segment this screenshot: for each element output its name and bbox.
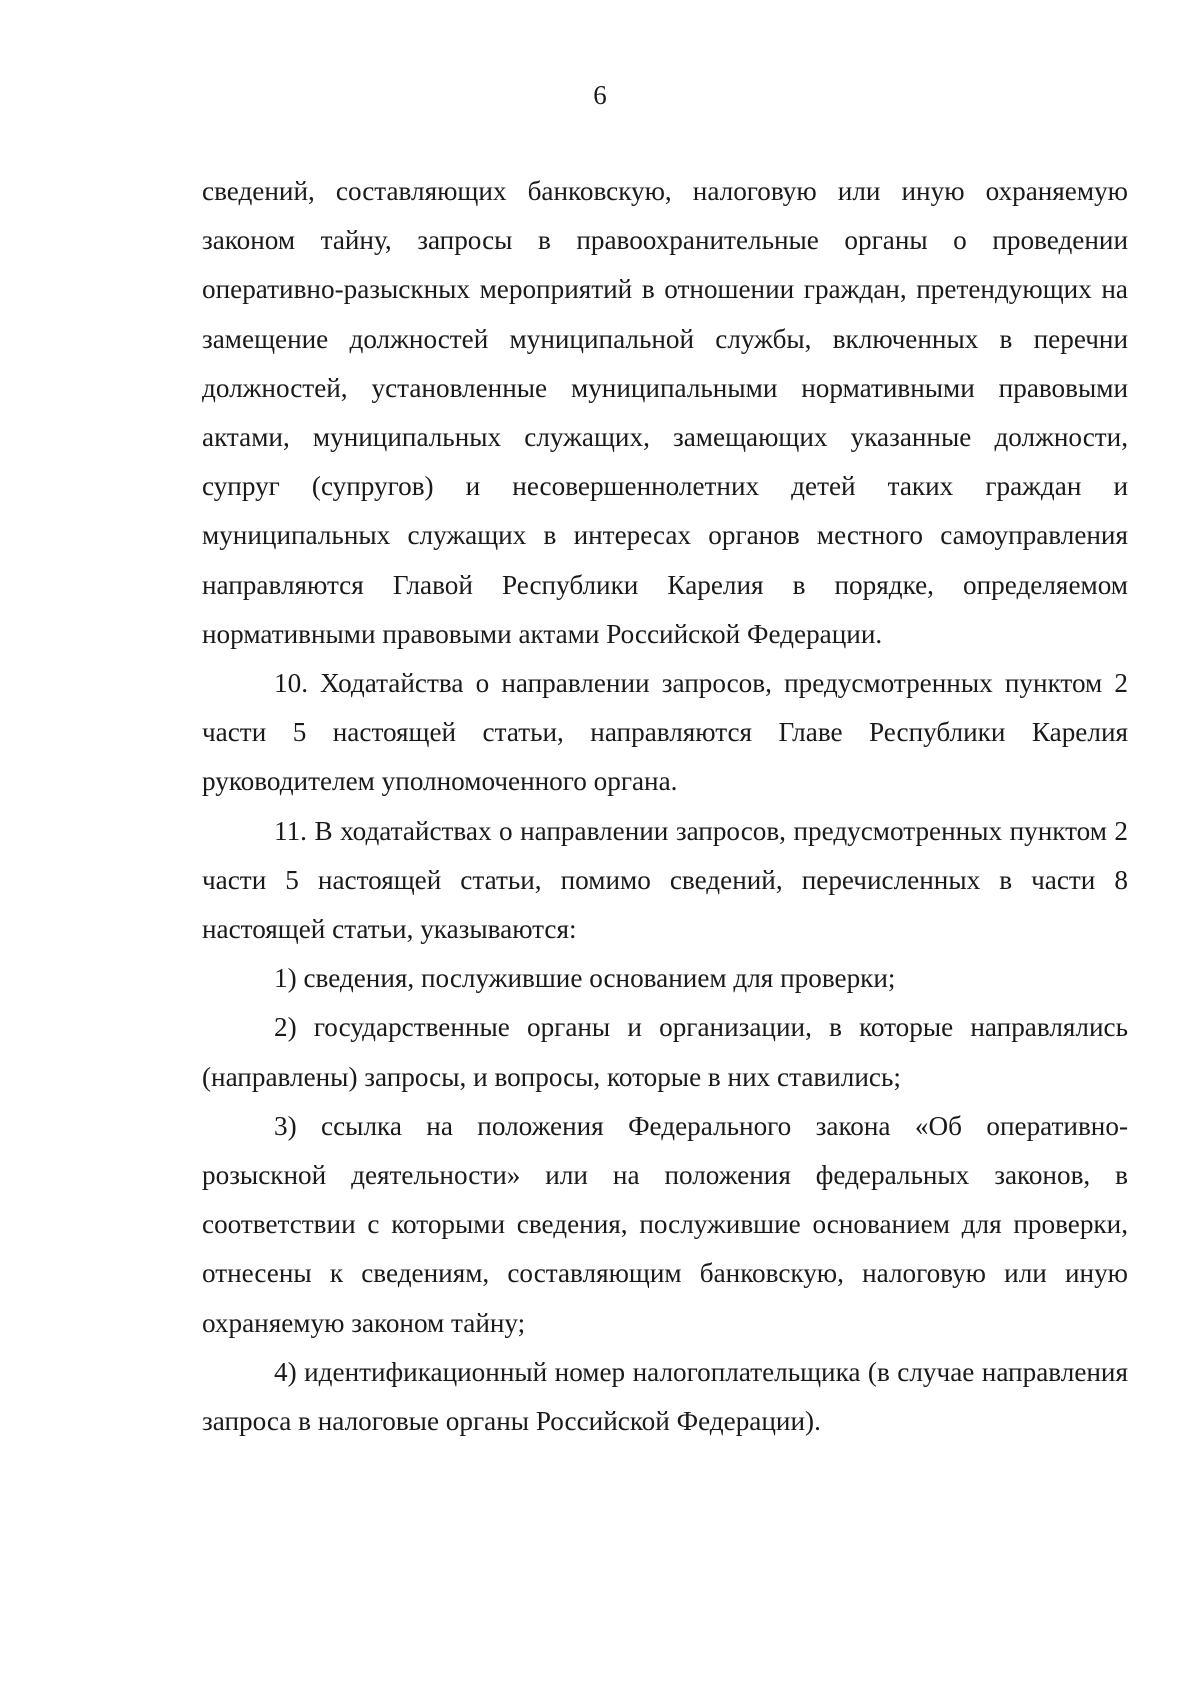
paragraph-item-10: 10. Ходатайства о направлении запросов, предусмотренных пунктом 2 части 5 настоящей статьи, направляются Главе Республики Карелия руководителем уполномоченного органа. <box>202 668 1128 797</box>
list-item-4: 4) идентификационный номер налогоплательщика (в случае направления запроса в налоговые органы Российской Федерации). <box>202 1356 1128 1437</box>
paragraph-continuation: сведений, составляющих банковскую, налоговую или иную охраняемую законом тайну, запросы в правоохранительные органы о проведении оперативно-разыскных мероприятий в отношении граждан, претендующих на замещение должностей муниципальной службы, включенных в перечни должностей, установленные муниципальными нормативными правовыми актами, муниципальных служащих, замещающих указанные должности, супруг (супругов) и несовершеннолетних детей таких граждан и муниципальных служащих в интересах органов местного самоуправления направляются Главой Республики Карелия в порядке, определяемом нормативными правовыми актами Российской Федерации. <box>202 176 1128 649</box>
paragraph-item-11: 11. В ходатайствах о направлении запросов, предусмотренных пунктом 2 части 5 настоящей статьи, помимо сведений, перечисленных в части 8 настоящей статьи, указываются: <box>202 815 1128 945</box>
list-item-2: 2) государственные органы и организации, в которые направлялись (направлены) запросы, и вопросы, которые в них ставились; <box>202 1012 1128 1092</box>
list-item-3: 3) ссылка на положения Федерального закона «Об оперативно-розыскной деятельности» или на положения федеральных законов, в соответствии с которыми сведения, послужившие основанием для проверки, отнесены к сведениям, составляющим банковскую, налоговую или иную охраняемую законом тайну; <box>202 1110 1128 1338</box>
list-item-1: 1) сведения, послужившие основанием для проверки; <box>274 963 896 994</box>
page-number: 6 <box>593 80 607 110</box>
document-body <box>202 167 1128 1446</box>
